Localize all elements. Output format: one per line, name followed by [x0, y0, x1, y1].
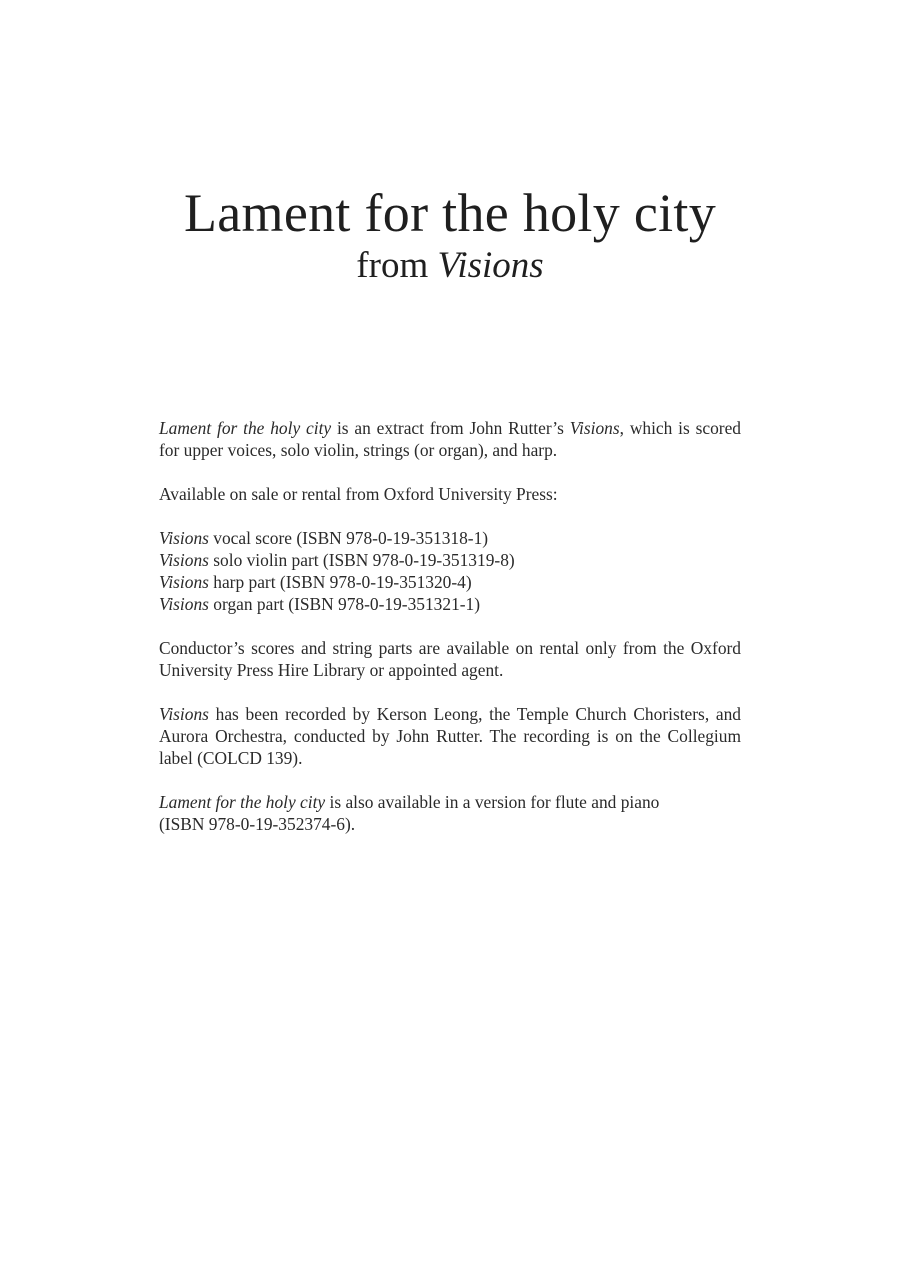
flute-piece-title: Lament for the holy city [159, 792, 326, 812]
intro-text-a: is an extract from John Rutter’s [331, 418, 570, 438]
flute-version-paragraph [159, 791, 741, 835]
publication-work-title: Visions [159, 594, 209, 614]
availability-paragraph: Available on sale or rental from Oxford University Press: [159, 484, 558, 504]
publication-desc: organ part (ISBN 978-0-19-351321-1) [208, 594, 481, 614]
subtitle-work-title: Visions [437, 245, 544, 286]
publication-list [159, 527, 741, 615]
publication-item [159, 571, 741, 593]
publication-desc: harp part (ISBN 978-0-19-351320-4) [208, 572, 472, 592]
recording-paragraph [159, 703, 741, 769]
subtitle-prefix: from [356, 245, 438, 286]
flute-text-line2: (ISBN 978-0-19-352374-6). [159, 814, 356, 834]
publication-work-title: Visions [159, 550, 209, 570]
page-title: Lament for the holy city [183, 183, 717, 243]
intro-work-title: Visions [569, 418, 620, 438]
body-text [159, 417, 741, 857]
publication-desc: solo violin part (ISBN 978-0-19-351319-8) [208, 550, 515, 570]
recording-text: has been recorded by Kerson Leong, the Temple Church Choristers, and Aurora Orchestra, conducted by John Rutter. The recording is on the Collegium label (COLCD 139). [159, 704, 741, 768]
intro-text-b: , which is scored for upper voices, solo violin, strings (or organ), and harp. [159, 418, 741, 460]
publication-desc: vocal score (ISBN 978-0-19-351318-1) [208, 528, 489, 548]
intro-paragraph [159, 417, 741, 461]
rental-paragraph: Conductor’s scores and string parts are available on rental only from the Oxford University Press Hire Library or appointed agent. [159, 638, 741, 680]
publication-work-title: Visions [159, 528, 209, 548]
flute-text-line1: is also available in a version for flute and piano [325, 792, 660, 812]
page-subtitle [0, 244, 900, 288]
publication-work-title: Visions [159, 572, 209, 592]
intro-piece-title: Lament for the holy city [159, 418, 332, 438]
publication-item [159, 593, 741, 615]
recording-work-title: Visions [159, 704, 209, 724]
publication-item [159, 549, 741, 571]
publication-item [159, 527, 741, 549]
title-block [0, 182, 900, 288]
